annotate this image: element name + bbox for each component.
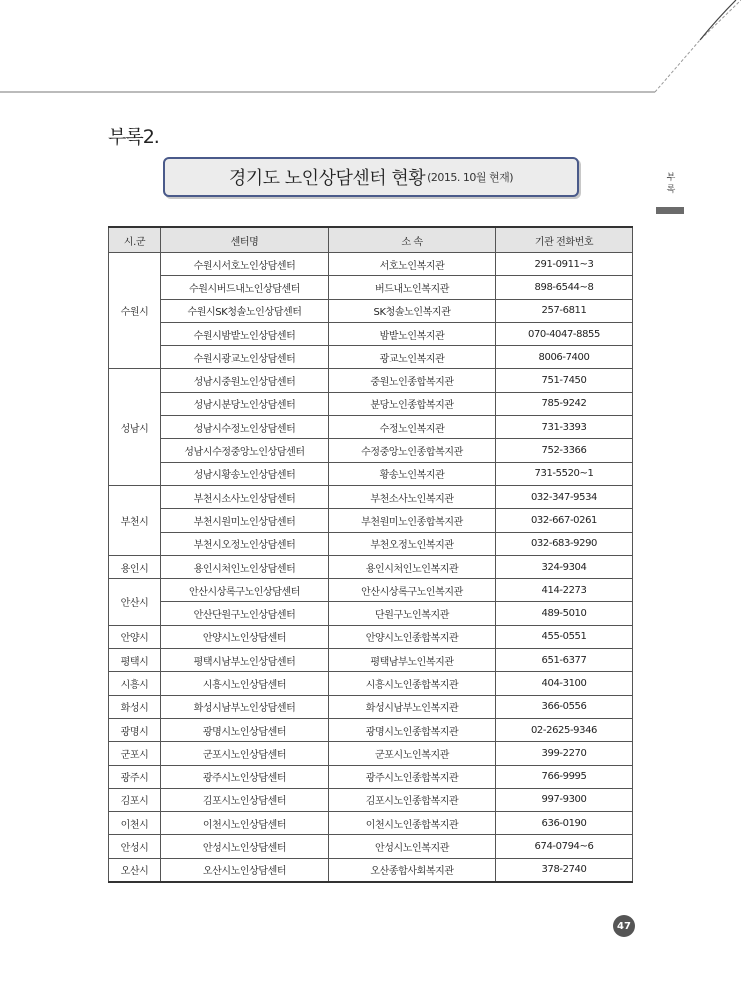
center-name-cell: 시흥시노인상담센터: [161, 672, 329, 695]
table-header-row: [109, 227, 633, 253]
center-name-cell: 성남시수정중앙노인상담센터: [161, 439, 329, 462]
city-cell: 광명시: [109, 718, 161, 741]
appendix-label: 부록2.: [108, 126, 159, 148]
table-row: [109, 625, 633, 648]
phone-cell: 414-2273: [496, 579, 633, 602]
phone-cell: 636-0190: [496, 812, 633, 835]
affiliation-cell: 광교노인복지관: [329, 346, 496, 369]
affiliation-cell: 단원구노인복지관: [329, 602, 496, 625]
table-row: [109, 858, 633, 882]
table-row: [109, 788, 633, 811]
affiliation-cell: 버드내노인복지관: [329, 276, 496, 299]
header-affiliation: 소 속: [329, 227, 496, 253]
center-name-cell: 성남시수정노인상담센터: [161, 416, 329, 439]
affiliation-cell: SK청솔노인복지관: [329, 299, 496, 322]
center-name-cell: 광주시노인상담센터: [161, 765, 329, 788]
header-center: 센터명: [161, 227, 329, 253]
affiliation-cell: 황송노인복지관: [329, 462, 496, 485]
city-cell: 오산시: [109, 858, 161, 882]
city-cell: 평택시: [109, 649, 161, 672]
affiliation-cell: 안산시상록구노인복지관: [329, 579, 496, 602]
center-name-cell: 수원시서호노인상담센터: [161, 253, 329, 276]
center-name-cell: 안양시노인상담센터: [161, 625, 329, 648]
center-name-cell: 안산단원구노인상담센터: [161, 602, 329, 625]
phone-cell: 291-0911~3: [496, 253, 633, 276]
affiliation-cell: 밤밭노인복지관: [329, 322, 496, 345]
affiliation-cell: 부천원미노인종합복지관: [329, 509, 496, 532]
table-row: [109, 718, 633, 741]
center-name-cell: 용인시처인노인상담센터: [161, 555, 329, 578]
center-name-cell: 수원시버드내노인상담센터: [161, 276, 329, 299]
phone-cell: 752-3366: [496, 439, 633, 462]
phone-cell: 399-2270: [496, 742, 633, 765]
table-row: [109, 695, 633, 718]
phone-cell: 8006-7400: [496, 346, 633, 369]
table-body: [109, 253, 633, 883]
center-name-cell: 광명시노인상담센터: [161, 718, 329, 741]
affiliation-cell: 화성시남부노인복지관: [329, 695, 496, 718]
affiliation-cell: 용인시처인노인복지관: [329, 555, 496, 578]
phone-cell: 674-0794~6: [496, 835, 633, 858]
phone-cell: 751-7450: [496, 369, 633, 392]
city-cell: 안산시: [109, 579, 161, 626]
table-row: [109, 555, 633, 578]
table-row: [109, 765, 633, 788]
phone-cell: 257-6811: [496, 299, 633, 322]
center-name-cell: 성남시황송노인상담센터: [161, 462, 329, 485]
table-row: [109, 299, 633, 322]
affiliation-cell: 오산종합사회복지관: [329, 858, 496, 882]
city-cell: 화성시: [109, 695, 161, 718]
affiliation-cell: 김포시노인종합복지관: [329, 788, 496, 811]
center-name-cell: 수원시광교노인상담센터: [161, 346, 329, 369]
phone-cell: 404-3100: [496, 672, 633, 695]
city-cell: 광주시: [109, 765, 161, 788]
city-cell: 용인시: [109, 555, 161, 578]
table-row: [109, 416, 633, 439]
affiliation-cell: 부천오정노인복지관: [329, 532, 496, 555]
center-table: [108, 226, 633, 883]
table-row: [109, 253, 633, 276]
table-row: [109, 532, 633, 555]
side-tab: [664, 172, 678, 196]
page-number: 47: [613, 915, 635, 937]
phone-cell: 997-9300: [496, 788, 633, 811]
phone-cell: 651-6377: [496, 649, 633, 672]
center-name-cell: 안성시노인상담센터: [161, 835, 329, 858]
page-subtitle: (2015. 10월 현재): [427, 171, 514, 184]
page-corner-fold: [0, 0, 741, 100]
center-name-cell: 부천시원미노인상담센터: [161, 509, 329, 532]
affiliation-cell: 이천시노인종합복지관: [329, 812, 496, 835]
center-name-cell: 김포시노인상담센터: [161, 788, 329, 811]
city-cell: 수원시: [109, 253, 161, 369]
phone-cell: 032-347-9534: [496, 485, 633, 508]
center-name-cell: 부천시소사노인상담센터: [161, 485, 329, 508]
affiliation-cell: 군포시노인복지관: [329, 742, 496, 765]
phone-cell: 898-6544~8: [496, 276, 633, 299]
table-row: [109, 439, 633, 462]
side-tab-char-2: 록: [666, 185, 676, 195]
table-row: [109, 672, 633, 695]
table-row: [109, 835, 633, 858]
affiliation-cell: 광주시노인종합복지관: [329, 765, 496, 788]
phone-cell: 785-9242: [496, 392, 633, 415]
city-cell: 안양시: [109, 625, 161, 648]
city-cell: 김포시: [109, 788, 161, 811]
center-name-cell: 군포시노인상담센터: [161, 742, 329, 765]
phone-cell: 489-5010: [496, 602, 633, 625]
center-name-cell: 이천시노인상담센터: [161, 812, 329, 835]
affiliation-cell: 수정중앙노인종합복지관: [329, 439, 496, 462]
table-row: [109, 602, 633, 625]
table-row: [109, 322, 633, 345]
phone-cell: 731-3393: [496, 416, 633, 439]
table-row: [109, 649, 633, 672]
table-row: [109, 579, 633, 602]
table-row: [109, 346, 633, 369]
phone-cell: 032-667-0261: [496, 509, 633, 532]
table-row: [109, 462, 633, 485]
table-row: [109, 742, 633, 765]
title-box: [163, 157, 579, 197]
header-phone: 기관 전화번호: [496, 227, 633, 253]
phone-cell: 02-2625-9346: [496, 718, 633, 741]
city-cell: 성남시: [109, 369, 161, 485]
phone-cell: 032-683-9290: [496, 532, 633, 555]
affiliation-cell: 서호노인복지관: [329, 253, 496, 276]
side-tab-char-1: 부: [666, 173, 676, 183]
center-name-cell: 수원시SK청솔노인상담센터: [161, 299, 329, 322]
table-row: [109, 392, 633, 415]
center-name-cell: 평택시남부노인상담센터: [161, 649, 329, 672]
center-name-cell: 안산시상록구노인상담센터: [161, 579, 329, 602]
affiliation-cell: 부천소사노인복지관: [329, 485, 496, 508]
header-city: 시.군: [109, 227, 161, 253]
center-name-cell: 수원시밤밭노인상담센터: [161, 322, 329, 345]
phone-cell: 324-9304: [496, 555, 633, 578]
table-row: [109, 509, 633, 532]
city-cell: 군포시: [109, 742, 161, 765]
table-row: [109, 485, 633, 508]
center-name-cell: 성남시중원노인상담센터: [161, 369, 329, 392]
phone-cell: 378-2740: [496, 858, 633, 882]
city-cell: 안성시: [109, 835, 161, 858]
phone-cell: 455-0551: [496, 625, 633, 648]
affiliation-cell: 평택남부노인복지관: [329, 649, 496, 672]
center-name-cell: 오산시노인상담센터: [161, 858, 329, 882]
phone-cell: 766-9995: [496, 765, 633, 788]
city-cell: 부천시: [109, 485, 161, 555]
page-title: 경기도 노인상담센터 현황: [228, 168, 426, 189]
affiliation-cell: 광명시노인종합복지관: [329, 718, 496, 741]
center-name-cell: 부천시오정노인상담센터: [161, 532, 329, 555]
affiliation-cell: 안양시노인종합복지관: [329, 625, 496, 648]
center-name-cell: 성남시분당노인상담센터: [161, 392, 329, 415]
city-cell: 이천시: [109, 812, 161, 835]
table-row: [109, 369, 633, 392]
affiliation-cell: 안성시노인복지관: [329, 835, 496, 858]
phone-cell: 731-5520~1: [496, 462, 633, 485]
affiliation-cell: 중원노인종합복지관: [329, 369, 496, 392]
affiliation-cell: 시흥시노인종합복지관: [329, 672, 496, 695]
city-cell: 시흥시: [109, 672, 161, 695]
affiliation-cell: 분당노인종합복지관: [329, 392, 496, 415]
phone-cell: 070-4047-8855: [496, 322, 633, 345]
table-row: [109, 276, 633, 299]
center-name-cell: 화성시남부노인상담센터: [161, 695, 329, 718]
phone-cell: 366-0556: [496, 695, 633, 718]
side-tab-bar: [656, 207, 684, 214]
affiliation-cell: 수정노인복지관: [329, 416, 496, 439]
table-row: [109, 812, 633, 835]
